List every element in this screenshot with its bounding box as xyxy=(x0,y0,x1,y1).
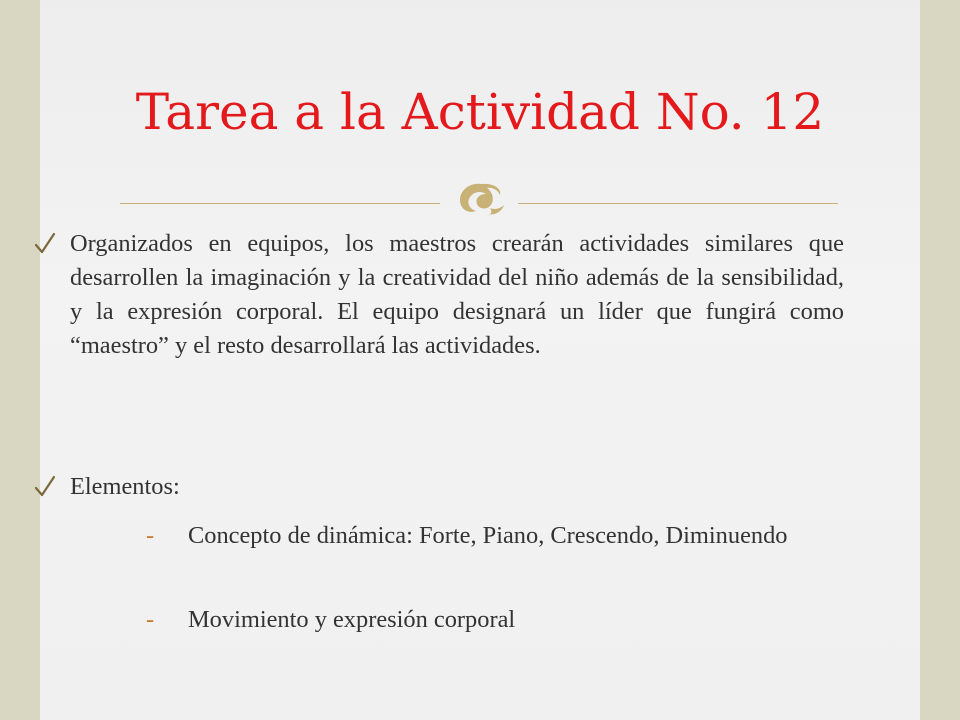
title-divider-right xyxy=(518,203,838,204)
slide-title: Tarea a la Actividad No. 12 xyxy=(135,83,825,141)
fleuron-icon xyxy=(452,178,510,224)
dash-marker: - xyxy=(146,606,155,633)
dash-marker: - xyxy=(146,522,155,549)
checkmark-icon xyxy=(34,231,56,257)
sub-item-text: Movimiento y expresión corporal xyxy=(188,606,516,633)
sub-item-1 xyxy=(146,519,946,553)
checkmark-icon xyxy=(34,474,56,500)
bullet-text: Organizados en equipos, los maestros crearán actividades similares que desarrollen la imaginación y la creatividad del niño además de la sensibilidad, y la expresión corporal. El equipo designará un líder que fungirá como “maestro” y el resto desarrollará las actividades. xyxy=(70,230,844,359)
bullet-text: Elementos: xyxy=(70,473,180,500)
title-divider-left xyxy=(120,203,440,204)
bullet-item-2 xyxy=(34,470,844,504)
bullet-item-1 xyxy=(34,227,844,363)
sub-item-2 xyxy=(146,603,946,637)
sub-item-text: Concepto de dinámica: Forte, Piano, Crescendo, Diminuendo xyxy=(188,522,788,549)
